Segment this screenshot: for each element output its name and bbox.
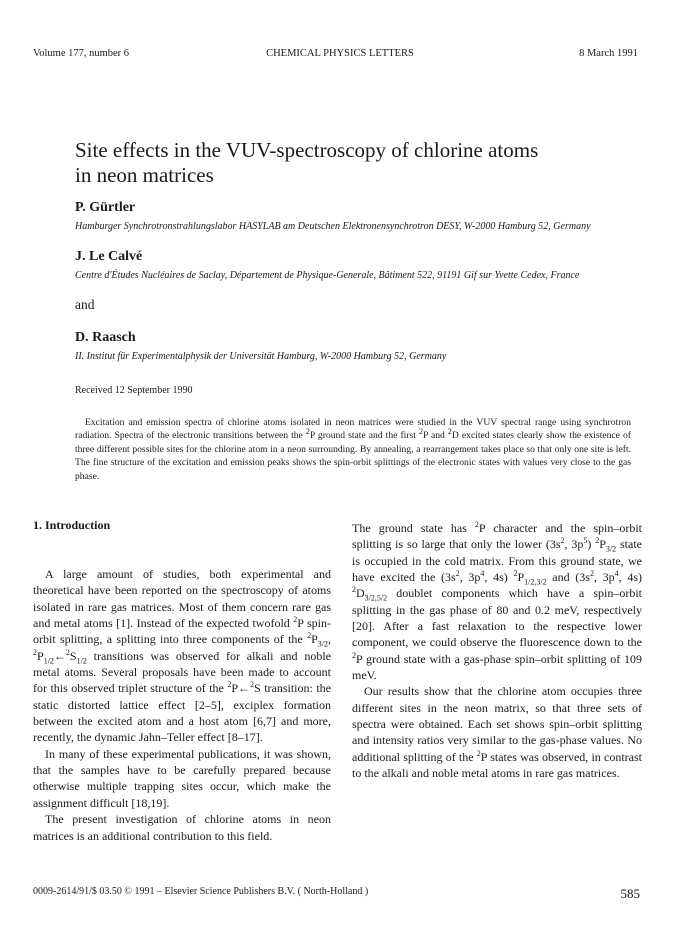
abstract: Excitation and emission spectra of chlorine atoms isolated in neon matrices were studied in the VUV spectral range using synchrotron radiation. Spectra of the electronic transitions between the $^2$P ground state and the first $^2$P and $^2$D excited states clearly show the existence of three different possible sites for the chlorine atom in a neon surrounding. By annealing, a rearrangement takes place so that only one site is left. The fine structure of the excitation and emission peaks shows the spin-orbit splittings of the electronic states with values very close to the gas phase. [75, 417, 631, 482]
paper-title [75, 138, 595, 188]
intro-paragraph-4: The ground state has $^2$P character and the spin–orbit splitting is so large that only the lower ($3s^2$, $3p^5$) $^2P_{3/2}$ state is occupied in the cold matrix. From this ground state, we have excited the ($3s^2$, $3p^4$, 4s) $^2P_{1/2,3/2}$ and ($3s^2$, $3p^4$, 4s) $^2D_{3/2,5/2}$ doublet components which have a spin–orbit splitting in the gas phase of 80 and 0.2 meV, respectively [20]. After a fast relaxation to the respective lower component, we could observe the fluorescence down to the $^2$P ground state with a gas-phase spin–orbit splitting of 109 meV. [352, 520, 643, 683]
footer-copyright: 0009-2614/91/$ 03.50 © 1991 – Elsevier Science Publishers B.V. ( North-Holland ) [33, 886, 369, 897]
intro-paragraph-3: The present investigation of chlorine atoms in neon matrices is an additional contribution to this field. [33, 812, 331, 843]
affiliation-raasch: II. Institut für Experimentalphysik der Universität Hamburg, W-2000 Hamburg 52, Germany [75, 351, 447, 362]
paper-title-line-1: Site effects in the VUV-spectroscopy of chlorine atoms [75, 138, 539, 162]
affiliation-le-calve: Centre d'Études Nucléaires de Saclay, Département de Physique-Generale, Bâtiment 522, 91191 Gif sur Yvette Cedex, France [75, 270, 580, 281]
running-header-date: 8 March 1991 [579, 48, 638, 59]
section-heading-introduction: 1. Introduction [33, 518, 111, 532]
running-header-volume: Volume 177, number 6 [33, 48, 130, 59]
affiliation-gurtler: Hamburger Synchrotronstrahlungslabor HASYLAB am Deutschen Elektronensynchrotron DESY, W-2000 Hamburg 52, Germany [75, 221, 591, 232]
intro-paragraph-5: Our results show that the chlorine atom occupies three different sites in the neon matrix, so that three sets of spectra were obtained. Each set shows spin–orbit splitting and intensity ratios very similar to the gas-phase values. No additional splitting of the $^2$P states was observed, in contrast to the alkali and noble metal atoms in rare gas matrices. [352, 684, 642, 781]
right-column [352, 520, 642, 782]
page-number: 585 [620, 886, 640, 901]
author-conjunction: and [75, 297, 95, 312]
received-date: Received 12 September 1990 [75, 385, 193, 396]
author-raasch: D. Raasch [75, 330, 136, 345]
running-header-journal: CHEMICAL PHYSICS LETTERS [266, 48, 414, 59]
author-gurtler: P. Gürtler [75, 200, 136, 215]
author-le-calve: J. Le Calvé [75, 249, 143, 264]
intro-paragraph-1: A large amount of studies, both experimental and theoretical have been reported on the spectroscopy of atoms isolated in rare gas matrices. Most of them concern rare gas and metal atoms [1]. Instead of the expected twofold $^2$P spin-orbit splitting, a splitting into three components of the $^2P_{3/2}$, $^2P_{1/2}\leftarrow^2S_{1/2}$ transitions was observed for alkali and noble metal atoms. Several proposals have been made to account for this observed triplet structure of the $^2$P←$^2$S transition: the static distorted lattice effect [2–5], exciplex formation between the excited atom and a host atom [6,7] and more, recently, the dynamic Jahn–Teller effect [8–17]. [33, 567, 331, 745]
paper-title-line-2: in neon matrices [75, 163, 214, 187]
intro-paragraph-2: In many of these experimental publications, it was shown, that the samples have to be carefully prepared because otherwise multiple trapping sites occur, which make the assignment difficult [18,19]. [33, 746, 331, 810]
left-column [33, 566, 331, 844]
